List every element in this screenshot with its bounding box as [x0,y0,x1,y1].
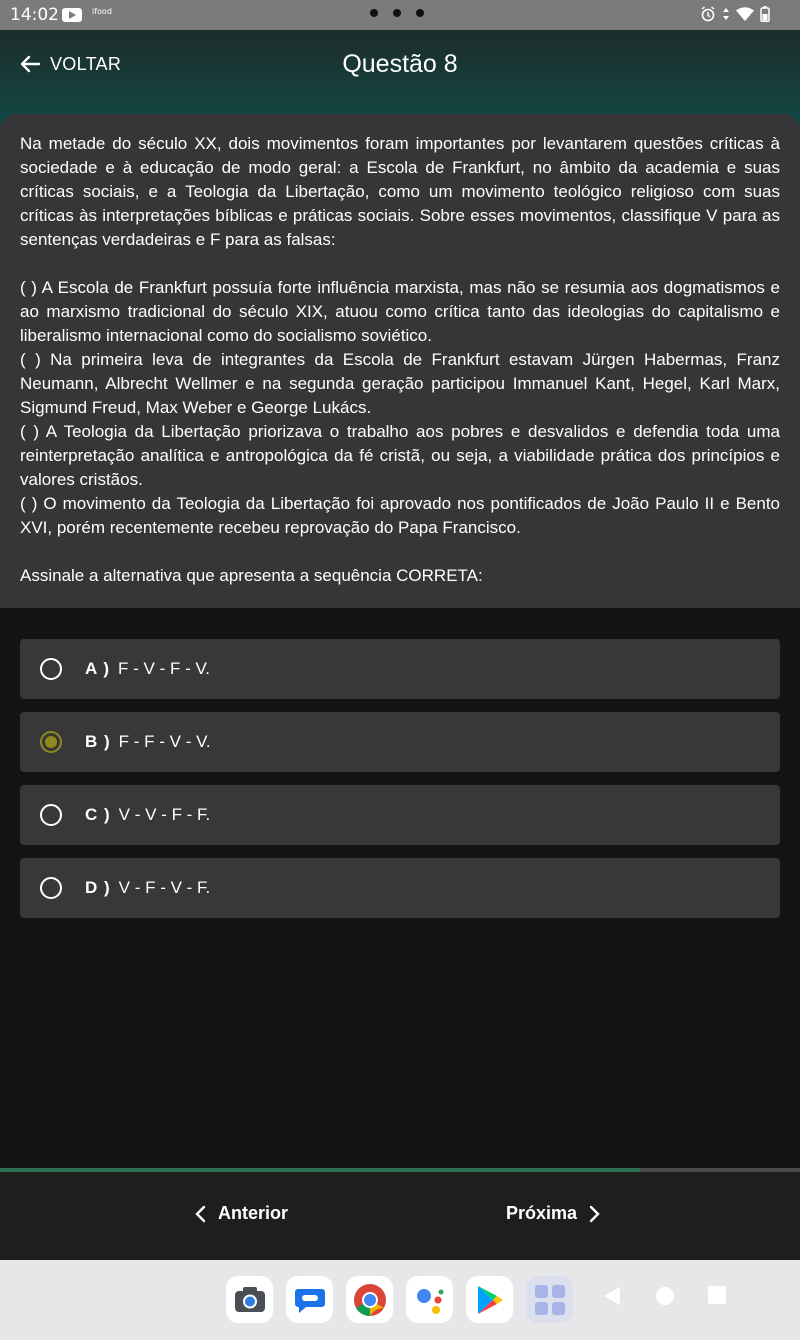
option-d[interactable] [20,858,780,918]
answer-options [20,639,780,931]
camera-app-icon[interactable] [226,1276,273,1323]
notification-app-icon: ifood [92,7,112,16]
system-navigation-bar [0,1260,800,1340]
chevron-right-icon [589,1205,601,1223]
system-back-icon[interactable] [603,1286,621,1306]
option-c[interactable] [20,785,780,845]
chevron-left-icon [194,1205,206,1223]
radio-button[interactable] [40,804,62,826]
play-store-app-icon[interactable] [466,1276,513,1323]
status-bar [0,0,800,30]
question-navigation [0,1172,800,1260]
chrome-app-icon[interactable] [346,1276,393,1323]
radio-button[interactable] [40,877,62,899]
option-letter: A ) [85,659,111,678]
page-title: Questão 8 [342,50,458,78]
system-home-icon[interactable] [655,1286,675,1306]
question-prompt: Assinale a alternativa que apresenta a sequência CORRETA: [20,566,483,585]
option-text: V - V - F - F. [118,805,211,824]
statement-3: ( ) A Teologia da Libertação priorizava o trabalho aos pobres e desvalidos e defendia toda uma reinterpretação analítica e antropológica da fé cristã, ou seja, a viabilidade prática dos princípios e valores cristãos. [20,422,780,489]
radio-button[interactable] [40,731,62,753]
previous-label: Anterior [218,1203,289,1223]
status-icons [700,6,770,22]
next-button[interactable] [506,1203,601,1224]
option-letter: B ) [85,732,111,751]
question-card [0,114,800,608]
statement-2: ( ) Na primeira leva de integrantes da Escola de Frankfurt estavam Jürgen Habermas, Franz Neumann, Albrecht Wellmer e na segunda geração participou Immanuel Kant, Hegel, Karl Marx, Sigmund Freud, Max Weber e George Lukács. [20,350,780,417]
next-label: Próxima [506,1203,578,1223]
option-letter: D ) [85,878,111,897]
option-text: F - V - F - V. [118,659,210,678]
option-b[interactable] [20,712,780,772]
data-arrows-icon [722,7,730,21]
previous-button[interactable] [194,1203,288,1224]
statement-1: ( ) A Escola de Frankfurt possuía forte influência marxista, mas não se resumia aos dogmatismos e ao marxismo tradicional do século XIX, atuou como crítica tanto das ideologias do capitalismo e liberalismo internacional como do socialismo soviético. [20,278,780,345]
messages-app-icon[interactable] [286,1276,333,1323]
app-dock [226,1276,573,1323]
status-time: 14:02 [10,5,59,25]
back-label: VOLTAR [50,53,122,74]
option-a[interactable] [20,639,780,699]
question-intro: Na metade do século XX, dois movimentos foram importantes por levantarem questões críticas à sociedade e à educação de modo geral: a Escola de Frankfurt, no âmbito da academia e suas críticas sociais, e a Teologia da Libertação, como um movimento teológico religioso com suas críticas às interpretações bíblicas e práticas sociais. Sobre esses movimentos, classifique V para as sentenças verdadeiras e F para as falsas: [20,134,780,249]
status-dots [370,9,424,17]
app-drawer-icon[interactable] [526,1276,573,1323]
youtube-icon [62,8,82,22]
option-text: F - F - V - V. [118,732,211,751]
statement-4: ( ) O movimento da Teologia da Libertação foi aprovado nos pontificados de João Paulo II e Bento XVI, porém recentemente recebeu reprovação do Papa Francisco. [20,494,780,537]
option-letter: C ) [85,805,111,824]
radio-button[interactable] [40,658,62,680]
wifi-icon [736,7,754,21]
option-text: V - F - V - F. [118,878,211,897]
system-recents-icon[interactable] [708,1286,726,1304]
battery-icon [760,6,770,22]
alarm-icon [700,6,716,22]
assistant-app-icon[interactable] [406,1276,453,1323]
